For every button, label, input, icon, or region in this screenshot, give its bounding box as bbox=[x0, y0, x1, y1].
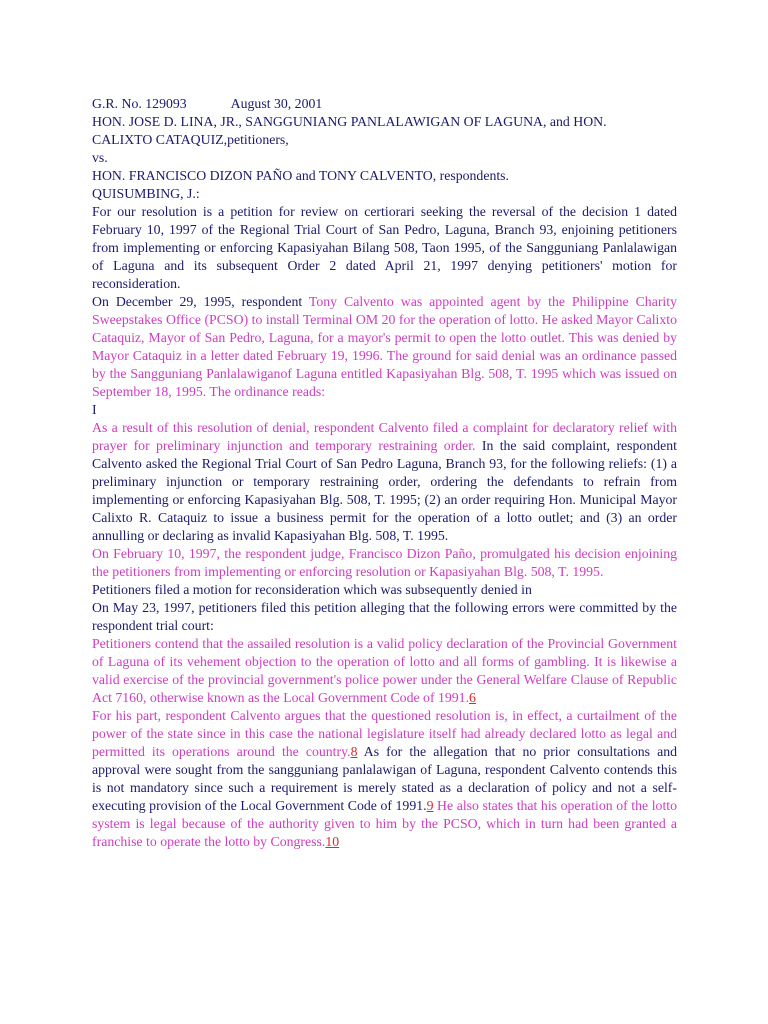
paragraph-8-highlight: For his part, respondent Calvento argues that the questioned resolution is, in effect, a curtailment of the power of the state since in this case the national legislature itself had already declared lotto as legal and permitted its operations around the country. bbox=[92, 708, 677, 759]
case-number: G.R. No. 129093 bbox=[92, 96, 187, 111]
case-header bbox=[92, 95, 677, 113]
paragraph-2-text: On December 29, 1995, respondent bbox=[92, 294, 309, 309]
paragraph-7 bbox=[92, 635, 677, 707]
paragraph-3 bbox=[92, 419, 677, 545]
petitioners-line-2: CALIXTO CATAQUIZ,petitioners, bbox=[92, 132, 289, 147]
paragraph-6: On May 23, 1997, petitioners filed this petition alleging that the following errors were committed by the respondent trial court: bbox=[92, 600, 677, 633]
footnote-link-8[interactable]: 8 bbox=[350, 744, 358, 759]
paragraph-2-highlight: Tony Calvento was appointed agent by the Philippine Charity Sweepstakes Office (PCSO) to install Terminal OM 20 for the operation of lotto. He asked Mayor Calixto Cataquiz, Mayor of San Pedro, Laguna, for a mayor's permit to open the lotto outlet. This was denied by Mayor Cataquiz in a letter dated February 19, 1996. The ground for said denial was an ordinance passed by the Sangguniang Panlalawiganof Laguna entitled Kapasiyahan Blg. 508, T. 1995 which was issued on September 18, 1995. The ordinance reads: bbox=[92, 294, 677, 399]
paragraph-7-highlight: Petitioners contend that the assailed resolution is a valid policy declaration of the Provincial Government of Laguna of its vehement objection to the operation of lotto and all forms of gambling. It is likewise a valid exercise of the provincial government's police power under the General Welfare Clause of Republic Act 7160, otherwise known as the Local Government Code of 1991. bbox=[92, 636, 677, 705]
footnote-link-10[interactable]: 10 bbox=[325, 834, 340, 849]
footnote-link-6[interactable]: 6 bbox=[469, 690, 476, 705]
case-date: August 30, 2001 bbox=[230, 96, 323, 111]
petitioners-line-1: HON. JOSE D. LINA, JR., SANGGUNIANG PANLALAWIGAN OF LAGUNA, and HON. bbox=[92, 114, 607, 129]
paragraph-5: Petitioners filed a motion for reconsideration which was subsequently denied in bbox=[92, 582, 532, 597]
paragraph-8-highlight-2: He also states that his operation of the lotto system is legal because of the authority given to him by the PCSO, which in turn had been granted a franchise to operate the lotto by Congress. bbox=[92, 798, 678, 849]
footnote-link-9[interactable]: 9 bbox=[426, 798, 434, 813]
respondents-line: HON. FRANCISCO DIZON PAÑO and TONY CALVENTO, respondents. bbox=[92, 168, 509, 183]
paragraph-1: For our resolution is a petition for review on certiorari seeking the reversal of the decision 1 dated February 10, 1997 of the Regional Trial Court of San Pedro, Laguna, Branch 93, enjoining petitioners from implementing or enforcing Kapasiyahan Bilang 508, Taon 1995, of the Sangguniang Panlalawigan of Laguna and its subsequent Order 2 dated April 21, 1997 denying petitioners' motion for reconsideration. bbox=[92, 204, 677, 291]
document-body bbox=[92, 95, 677, 851]
paragraph-3-text: In the said complaint, respondent Calvento asked the Regional Trial Court of San Pedro Laguna, Branch 93, for the following reliefs: (1) a preliminary injunction or temporary restraining order, ordering the defendants to refrain from implementing or enforcing Kapasiyahan Blg. 508, T. 1995; (2) an order requiring Hon. Municipal Mayor Calixto R. Cataquiz to issue a business permit for the operation of a lotto outlet; and (3) an order annulling or declaring as invalid Kapasiyahan Blg. 508, T. 1995. bbox=[92, 438, 677, 543]
paragraph-3-highlight: As a result of this resolution of denial, respondent Calvento filed a complaint for declaratory relief with prayer for preliminary injunction and temporary restraining order. bbox=[92, 420, 677, 453]
versus: vs. bbox=[92, 150, 108, 165]
roman-numeral: I bbox=[92, 402, 97, 417]
paragraph-8 bbox=[92, 707, 677, 851]
ponente: QUISUMBING, J.: bbox=[92, 186, 200, 201]
paragraph-4: On February 10, 1997, the respondent judge, Francisco Dizon Paño, promulgated his decision enjoining the petitioners from implementing or enforcing resolution or Kapasiyahan Blg. 508, T. 1995. bbox=[92, 546, 677, 579]
paragraph-8-text: As for the allegation that no prior consultations and approval were sought from the sangguniang panlalawigan of Laguna, respondent Calvento contends this is not mandatory since such a requirement is merely stated as a declaration of policy and not a self-executing provision of the Local Government Code of 1991. bbox=[92, 744, 677, 813]
paragraph-2 bbox=[92, 293, 677, 401]
